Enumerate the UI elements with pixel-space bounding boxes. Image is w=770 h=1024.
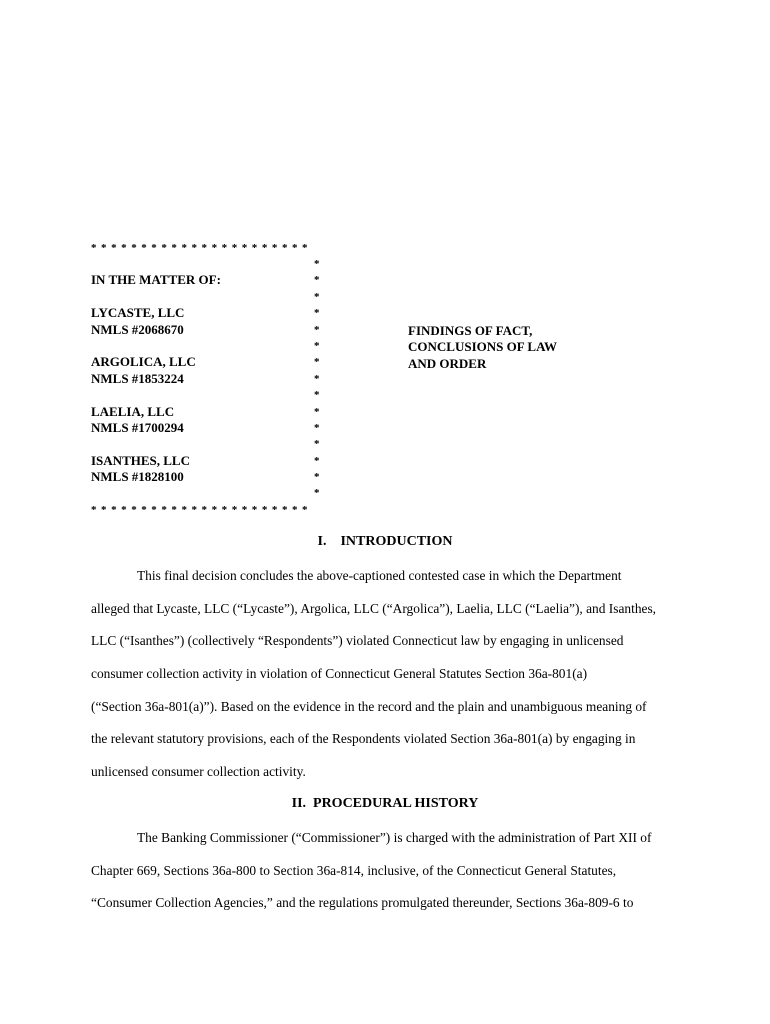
paragraph-line: unlicensed consumer collection activity. (91, 764, 306, 780)
respondent-nmls: NMLS #1828100 (91, 469, 184, 485)
star-mark: * (314, 421, 320, 434)
star-mark: * (314, 274, 320, 287)
star-border-top: * * * * * * * * * * * * * * * * * * * * * * (91, 242, 309, 254)
star-mark: * (314, 389, 320, 402)
procedural-history-paragraph (91, 828, 681, 926)
document-title (408, 323, 557, 372)
star-mark: * (314, 339, 320, 352)
star-mark: * (314, 290, 320, 303)
respondent-nmls: NMLS #2068670 (91, 321, 184, 337)
star-mark: * (314, 307, 320, 320)
respondent-nmls: NMLS #1853224 (91, 370, 184, 386)
star-mark: * (314, 323, 320, 336)
paragraph-line: This final decision concludes the above-captioned contested case in which the Department (137, 568, 622, 583)
star-mark: * (314, 454, 320, 467)
title-line: AND ORDER (408, 355, 487, 371)
star-mark: * (314, 258, 320, 270)
respondent-name: ISANTHES, LLC (91, 452, 190, 468)
in-the-matter-of: IN THE MATTER OF: (91, 272, 221, 288)
star-mark: * (314, 405, 320, 418)
respondent-name: ARGOLICA, LLC (91, 354, 196, 370)
paragraph-line: consumer collection activity in violation of Connecticut General Statutes Section 36a-801(a) (91, 666, 588, 682)
star-border-bottom: * * * * * * * * * * * * * * * * * * * * * * (91, 503, 309, 516)
section-heading-introduction: I. INTRODUCTION (317, 534, 453, 549)
star-mark: * (314, 438, 320, 451)
title-line: FINDINGS OF FACT, (408, 323, 533, 338)
paragraph-line: (“Section 36a-801(a)”). Based on the evidence in the record and the plain and unambiguous meaning of (91, 698, 647, 714)
star-mark: * (314, 372, 320, 385)
paragraph-line: the relevant statutory provisions, each of the Respondents violated Section 36a-801(a) by engaging in (91, 731, 636, 747)
respondent-name: LYCASTE, LLC (91, 305, 185, 321)
case-caption-left (91, 240, 331, 518)
paragraph-line: The Banking Commissioner (“Commissioner”) is charged with the administration of Part XII of (137, 830, 652, 845)
title-line: CONCLUSIONS OF LAW (408, 339, 558, 355)
paragraph-line: LLC (“Isanthes”) (collectively “Respondents”) violated Connecticut law by engaging in unlicensed (91, 633, 624, 649)
paragraph-line: “Consumer Collection Agencies,” and the regulations promulgated thereunder, Sections 36a-809-6 to (91, 895, 634, 911)
paragraph-line: Chapter 669, Sections 36a-800 to Section 36a-814, inclusive, of the Connecticut General Statutes, (91, 862, 617, 878)
star-column (314, 256, 324, 502)
paragraph-line: alleged that Lycaste, LLC (“Lycaste”), Argolica, LLC (“Argolica”), Laelia, LLC (“Laelia”), and Isanthes, (91, 600, 657, 616)
star-mark: * (314, 471, 320, 484)
star-mark: * (314, 356, 320, 369)
respondent-name: LAELIA, LLC (91, 403, 175, 419)
respondent-nmls: NMLS #1700294 (91, 419, 184, 435)
introduction-paragraph (91, 566, 681, 795)
section-heading-procedural-history: II. PROCEDURAL HISTORY (291, 796, 479, 811)
star-mark: * (314, 487, 320, 500)
